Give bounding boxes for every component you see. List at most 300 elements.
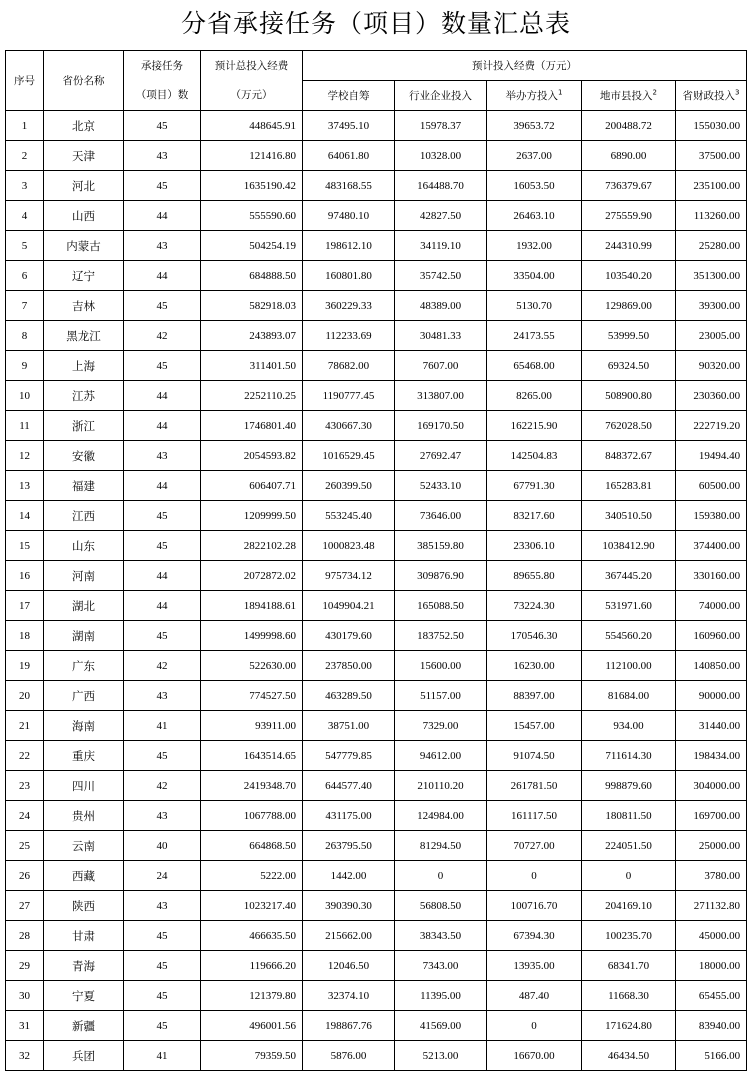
cell-province: 江苏: [44, 381, 124, 411]
cell-provincial: 330160.00: [676, 561, 747, 591]
cell-local: 736379.67: [582, 171, 676, 201]
cell-tasks: 24: [124, 861, 201, 891]
cell-total: 243893.07: [201, 321, 303, 351]
cell-seq: 30: [6, 981, 44, 1011]
cell-province: 云南: [44, 831, 124, 861]
cell-province: 广东: [44, 651, 124, 681]
cell-local: 200488.72: [582, 111, 676, 141]
cell-province: 北京: [44, 111, 124, 141]
cell-local: 165283.81: [582, 471, 676, 501]
cell-school: 644577.40: [303, 771, 395, 801]
cell-province: 湖北: [44, 591, 124, 621]
cell-local: 244310.99: [582, 231, 676, 261]
cell-seq: 2: [6, 141, 44, 171]
cell-local: 112100.00: [582, 651, 676, 681]
table-row: [6, 951, 747, 981]
cell-local: 129869.00: [582, 291, 676, 321]
cell-industry: 309876.90: [395, 561, 487, 591]
cell-industry: 5213.00: [395, 1041, 487, 1071]
cell-sponsor: 83217.60: [487, 501, 582, 531]
cell-province: 辽宁: [44, 261, 124, 291]
cell-local: 367445.20: [582, 561, 676, 591]
cell-seq: 23: [6, 771, 44, 801]
cell-industry: 56808.50: [395, 891, 487, 921]
cell-tasks: 44: [124, 201, 201, 231]
header-school: 学校自筹: [303, 81, 395, 111]
cell-total: 664868.50: [201, 831, 303, 861]
cell-provincial: 351300.00: [676, 261, 747, 291]
cell-provincial: 160960.00: [676, 621, 747, 651]
cell-sponsor: 67394.30: [487, 921, 582, 951]
cell-total: 504254.19: [201, 231, 303, 261]
cell-total: 522630.00: [201, 651, 303, 681]
cell-local: 934.00: [582, 711, 676, 741]
cell-sponsor: 15457.00: [487, 711, 582, 741]
cell-school: 430667.30: [303, 411, 395, 441]
cell-industry: 183752.50: [395, 621, 487, 651]
header-total-line1: 预计总投入经费: [214, 59, 289, 72]
cell-province: 海南: [44, 711, 124, 741]
cell-provincial: 3780.00: [676, 861, 747, 891]
table-row: [6, 1041, 747, 1071]
cell-industry: 42827.50: [395, 201, 487, 231]
cell-school: 1049904.21: [303, 591, 395, 621]
cell-school: 260399.50: [303, 471, 395, 501]
cell-tasks: 45: [124, 1011, 201, 1041]
cell-province: 西藏: [44, 861, 124, 891]
cell-industry: 15978.37: [395, 111, 487, 141]
cell-province: 甘肃: [44, 921, 124, 951]
cell-provincial: 23005.00: [676, 321, 747, 351]
cell-seq: 17: [6, 591, 44, 621]
cell-provincial: 198434.00: [676, 741, 747, 771]
header-total-line2: （万元）: [230, 88, 273, 101]
cell-seq: 14: [6, 501, 44, 531]
cell-seq: 21: [6, 711, 44, 741]
cell-tasks: 44: [124, 561, 201, 591]
cell-local: 508900.80: [582, 381, 676, 411]
cell-local: 69324.50: [582, 351, 676, 381]
cell-local: 848372.67: [582, 441, 676, 471]
cell-school: 78682.00: [303, 351, 395, 381]
table-row: [6, 201, 747, 231]
cell-industry: 48389.00: [395, 291, 487, 321]
cell-province: 宁夏: [44, 981, 124, 1011]
cell-total: 1209999.50: [201, 501, 303, 531]
cell-provincial: 83940.00: [676, 1011, 747, 1041]
cell-sponsor: 0: [487, 1011, 582, 1041]
cell-school: 547779.85: [303, 741, 395, 771]
cell-industry: 313807.00: [395, 381, 487, 411]
cell-sponsor: 1932.00: [487, 231, 582, 261]
cell-industry: 41569.00: [395, 1011, 487, 1041]
header-local-label: 地市县投入: [600, 90, 653, 102]
cell-seq: 20: [6, 681, 44, 711]
cell-provincial: 90320.00: [676, 351, 747, 381]
cell-provincial: 113260.00: [676, 201, 747, 231]
cell-tasks: 43: [124, 891, 201, 921]
cell-province: 黑龙江: [44, 321, 124, 351]
cell-total: 1023217.40: [201, 891, 303, 921]
cell-tasks: 42: [124, 321, 201, 351]
cell-provincial: 90000.00: [676, 681, 747, 711]
cell-tasks: 45: [124, 981, 201, 1011]
header-provincial-label: 省财政投入: [682, 90, 736, 102]
cell-seq: 13: [6, 471, 44, 501]
cell-total: 496001.56: [201, 1011, 303, 1041]
cell-industry: 124984.00: [395, 801, 487, 831]
cell-total: 1499998.60: [201, 621, 303, 651]
table-row: [6, 171, 747, 201]
cell-seq: 5: [6, 231, 44, 261]
header-province: 省份名称: [44, 51, 124, 111]
cell-school: 32374.10: [303, 981, 395, 1011]
cell-local: 1038412.90: [582, 531, 676, 561]
cell-total: 93911.00: [201, 711, 303, 741]
cell-tasks: 43: [124, 141, 201, 171]
table-row: [6, 801, 747, 831]
cell-local: 6890.00: [582, 141, 676, 171]
cell-provincial: 39300.00: [676, 291, 747, 321]
cell-total: 1067788.00: [201, 801, 303, 831]
cell-sponsor: 16670.00: [487, 1041, 582, 1071]
table-row: [6, 861, 747, 891]
cell-local: 204169.10: [582, 891, 676, 921]
cell-school: 215662.00: [303, 921, 395, 951]
table-row: [6, 771, 747, 801]
cell-school: 1442.00: [303, 861, 395, 891]
cell-province: 内蒙古: [44, 231, 124, 261]
cell-provincial: 45000.00: [676, 921, 747, 951]
cell-total: 466635.50: [201, 921, 303, 951]
cell-province: 天津: [44, 141, 124, 171]
cell-school: 64061.80: [303, 141, 395, 171]
cell-seq: 16: [6, 561, 44, 591]
header-local: [582, 81, 676, 111]
cell-seq: 22: [6, 741, 44, 771]
table-row: [6, 231, 747, 261]
cell-sponsor: 8265.00: [487, 381, 582, 411]
cell-total: 311401.50: [201, 351, 303, 381]
table-row: [6, 531, 747, 561]
cell-seq: 28: [6, 921, 44, 951]
cell-total: 2054593.82: [201, 441, 303, 471]
cell-industry: 94612.00: [395, 741, 487, 771]
table-row: [6, 411, 747, 441]
cell-tasks: 40: [124, 831, 201, 861]
cell-school: 97480.10: [303, 201, 395, 231]
cell-industry: 165088.50: [395, 591, 487, 621]
cell-local: 340510.50: [582, 501, 676, 531]
cell-total: 121379.80: [201, 981, 303, 1011]
header-provincial: [676, 81, 747, 111]
cell-tasks: 44: [124, 471, 201, 501]
cell-tasks: 45: [124, 501, 201, 531]
cell-province: 河南: [44, 561, 124, 591]
cell-sponsor: 170546.30: [487, 621, 582, 651]
cell-sponsor: 161117.50: [487, 801, 582, 831]
table-row: [6, 501, 747, 531]
cell-local: 81684.00: [582, 681, 676, 711]
cell-province: 青海: [44, 951, 124, 981]
table-row: [6, 621, 747, 651]
header-tasks-line2: （项目）数: [135, 88, 189, 101]
table-row: [6, 561, 747, 591]
cell-provincial: 235100.00: [676, 171, 747, 201]
cell-local: 0: [582, 861, 676, 891]
cell-seq: 6: [6, 261, 44, 291]
cell-sponsor: 33504.00: [487, 261, 582, 291]
cell-seq: 10: [6, 381, 44, 411]
cell-industry: 0: [395, 861, 487, 891]
cell-sponsor: 142504.83: [487, 441, 582, 471]
cell-total: 2419348.70: [201, 771, 303, 801]
cell-industry: 81294.50: [395, 831, 487, 861]
cell-provincial: 159380.00: [676, 501, 747, 531]
cell-province: 福建: [44, 471, 124, 501]
cell-provincial: 18000.00: [676, 951, 747, 981]
table-row: [6, 321, 747, 351]
cell-sponsor: 487.40: [487, 981, 582, 1011]
cell-province: 新疆: [44, 1011, 124, 1041]
cell-tasks: 43: [124, 801, 201, 831]
cell-tasks: 45: [124, 291, 201, 321]
cell-industry: 10328.00: [395, 141, 487, 171]
cell-industry: 164488.70: [395, 171, 487, 201]
cell-school: 263795.50: [303, 831, 395, 861]
cell-total: 2822102.28: [201, 531, 303, 561]
cell-province: 浙江: [44, 411, 124, 441]
cell-industry: 11395.00: [395, 981, 487, 1011]
header-sponsor-footnote: 1: [558, 88, 563, 97]
cell-industry: 7607.00: [395, 351, 487, 381]
cell-sponsor: 73224.30: [487, 591, 582, 621]
cell-seq: 27: [6, 891, 44, 921]
table-row: [6, 381, 747, 411]
cell-school: 112233.69: [303, 321, 395, 351]
cell-tasks: 44: [124, 381, 201, 411]
cell-province: 兵团: [44, 1041, 124, 1071]
cell-local: 68341.70: [582, 951, 676, 981]
cell-school: 5876.00: [303, 1041, 395, 1071]
page-title: 分省承接任务（项目）数量汇总表: [180, 9, 571, 38]
cell-province: 贵州: [44, 801, 124, 831]
table-row: [6, 681, 747, 711]
cell-industry: 51157.00: [395, 681, 487, 711]
cell-provincial: 5166.00: [676, 1041, 747, 1071]
cell-sponsor: 261781.50: [487, 771, 582, 801]
cell-provincial: 230360.00: [676, 381, 747, 411]
cell-school: 1000823.48: [303, 531, 395, 561]
cell-provincial: 155030.00: [676, 111, 747, 141]
cell-local: 53999.50: [582, 321, 676, 351]
cell-school: 37495.10: [303, 111, 395, 141]
cell-local: 711614.30: [582, 741, 676, 771]
cell-tasks: 44: [124, 411, 201, 441]
cell-school: 975734.12: [303, 561, 395, 591]
cell-seq: 24: [6, 801, 44, 831]
cell-province: 陕西: [44, 891, 124, 921]
cell-industry: 15600.00: [395, 651, 487, 681]
cell-province: 山东: [44, 531, 124, 561]
cell-total: 1643514.65: [201, 741, 303, 771]
cell-school: 430179.60: [303, 621, 395, 651]
cell-school: 1016529.45: [303, 441, 395, 471]
cell-province: 吉林: [44, 291, 124, 321]
cell-school: 198612.10: [303, 231, 395, 261]
cell-provincial: 60500.00: [676, 471, 747, 501]
cell-school: 198867.76: [303, 1011, 395, 1041]
cell-industry: 7343.00: [395, 951, 487, 981]
cell-total: 448645.91: [201, 111, 303, 141]
table-row: [6, 141, 747, 171]
cell-province: 河北: [44, 171, 124, 201]
cell-provincial: 169700.00: [676, 801, 747, 831]
cell-local: 224051.50: [582, 831, 676, 861]
cell-sponsor: 39653.72: [487, 111, 582, 141]
cell-tasks: 41: [124, 1041, 201, 1071]
cell-local: 11668.30: [582, 981, 676, 1011]
cell-sponsor: 16230.00: [487, 651, 582, 681]
cell-industry: 30481.33: [395, 321, 487, 351]
cell-seq: 1: [6, 111, 44, 141]
table-row: [6, 1011, 747, 1041]
cell-local: 100235.70: [582, 921, 676, 951]
cell-provincial: 304000.00: [676, 771, 747, 801]
cell-sponsor: 88397.00: [487, 681, 582, 711]
cell-province: 重庆: [44, 741, 124, 771]
cell-sponsor: 26463.10: [487, 201, 582, 231]
cell-school: 160801.80: [303, 261, 395, 291]
table-body: [6, 111, 747, 1071]
cell-tasks: 43: [124, 681, 201, 711]
cell-school: 360229.33: [303, 291, 395, 321]
cell-total: 79359.50: [201, 1041, 303, 1071]
cell-industry: 385159.80: [395, 531, 487, 561]
cell-sponsor: 67791.30: [487, 471, 582, 501]
cell-tasks: 44: [124, 261, 201, 291]
cell-local: 762028.50: [582, 411, 676, 441]
cell-province: 广西: [44, 681, 124, 711]
cell-industry: 52433.10: [395, 471, 487, 501]
table-row: [6, 291, 747, 321]
cell-seq: 19: [6, 651, 44, 681]
cell-sponsor: 2637.00: [487, 141, 582, 171]
cell-tasks: 45: [124, 621, 201, 651]
header-provincial-footnote: 3: [735, 88, 740, 97]
cell-seq: 9: [6, 351, 44, 381]
table-row: [6, 651, 747, 681]
cell-local: 531971.60: [582, 591, 676, 621]
cell-sponsor: 91074.50: [487, 741, 582, 771]
cell-industry: 7329.00: [395, 711, 487, 741]
cell-seq: 15: [6, 531, 44, 561]
cell-tasks: 45: [124, 951, 201, 981]
cell-province: 上海: [44, 351, 124, 381]
header-industry: 行业企业投入: [395, 81, 487, 111]
cell-provincial: 19494.40: [676, 441, 747, 471]
table-row: [6, 711, 747, 741]
cell-local: 103540.20: [582, 261, 676, 291]
cell-industry: 169170.50: [395, 411, 487, 441]
cell-local: 46434.50: [582, 1041, 676, 1071]
cell-school: 390390.30: [303, 891, 395, 921]
table-row: [6, 591, 747, 621]
cell-provincial: 140850.00: [676, 651, 747, 681]
cell-total: 1894188.61: [201, 591, 303, 621]
cell-school: 12046.50: [303, 951, 395, 981]
cell-tasks: 43: [124, 441, 201, 471]
table-row: [6, 471, 747, 501]
cell-local: 171624.80: [582, 1011, 676, 1041]
table-row: [6, 351, 747, 381]
cell-seq: 29: [6, 951, 44, 981]
cell-total: 2072872.02: [201, 561, 303, 591]
cell-sponsor: 13935.00: [487, 951, 582, 981]
header-tasks-line1: 承接任务: [141, 59, 183, 72]
cell-local: 275559.90: [582, 201, 676, 231]
cell-tasks: 45: [124, 921, 201, 951]
cell-provincial: 31440.00: [676, 711, 747, 741]
cell-tasks: 44: [124, 591, 201, 621]
cell-tasks: 45: [124, 111, 201, 141]
cell-province: 四川: [44, 771, 124, 801]
table-row: [6, 921, 747, 951]
cell-school: 237850.00: [303, 651, 395, 681]
cell-sponsor: 65468.00: [487, 351, 582, 381]
cell-province: 湖南: [44, 621, 124, 651]
cell-seq: 4: [6, 201, 44, 231]
table-row: [6, 261, 747, 291]
cell-tasks: 42: [124, 651, 201, 681]
cell-provincial: 222719.20: [676, 411, 747, 441]
cell-provincial: 271132.80: [676, 891, 747, 921]
cell-province: 山西: [44, 201, 124, 231]
cell-seq: 12: [6, 441, 44, 471]
cell-total: 582918.03: [201, 291, 303, 321]
cell-total: 5222.00: [201, 861, 303, 891]
cell-sponsor: 89655.80: [487, 561, 582, 591]
cell-total: 1635190.42: [201, 171, 303, 201]
cell-tasks: 43: [124, 231, 201, 261]
cell-sponsor: 16053.50: [487, 171, 582, 201]
cell-school: 1190777.45: [303, 381, 395, 411]
cell-province: 江西: [44, 501, 124, 531]
summary-table: [5, 50, 747, 1071]
cell-total: 2252110.25: [201, 381, 303, 411]
table-row: [6, 981, 747, 1011]
cell-provincial: 65455.00: [676, 981, 747, 1011]
cell-industry: 38343.50: [395, 921, 487, 951]
cell-provincial: 25000.00: [676, 831, 747, 861]
cell-sponsor: 100716.70: [487, 891, 582, 921]
header-sponsor: [487, 81, 582, 111]
cell-seq: 8: [6, 321, 44, 351]
cell-total: 684888.50: [201, 261, 303, 291]
table-row: [6, 741, 747, 771]
table-row: [6, 891, 747, 921]
cell-sponsor: 23306.10: [487, 531, 582, 561]
cell-seq: 3: [6, 171, 44, 201]
cell-seq: 7: [6, 291, 44, 321]
cell-school: 483168.55: [303, 171, 395, 201]
cell-local: 554560.20: [582, 621, 676, 651]
cell-total: 555590.60: [201, 201, 303, 231]
cell-local: 998879.60: [582, 771, 676, 801]
cell-tasks: 45: [124, 741, 201, 771]
cell-sponsor: 0: [487, 861, 582, 891]
cell-seq: 11: [6, 411, 44, 441]
